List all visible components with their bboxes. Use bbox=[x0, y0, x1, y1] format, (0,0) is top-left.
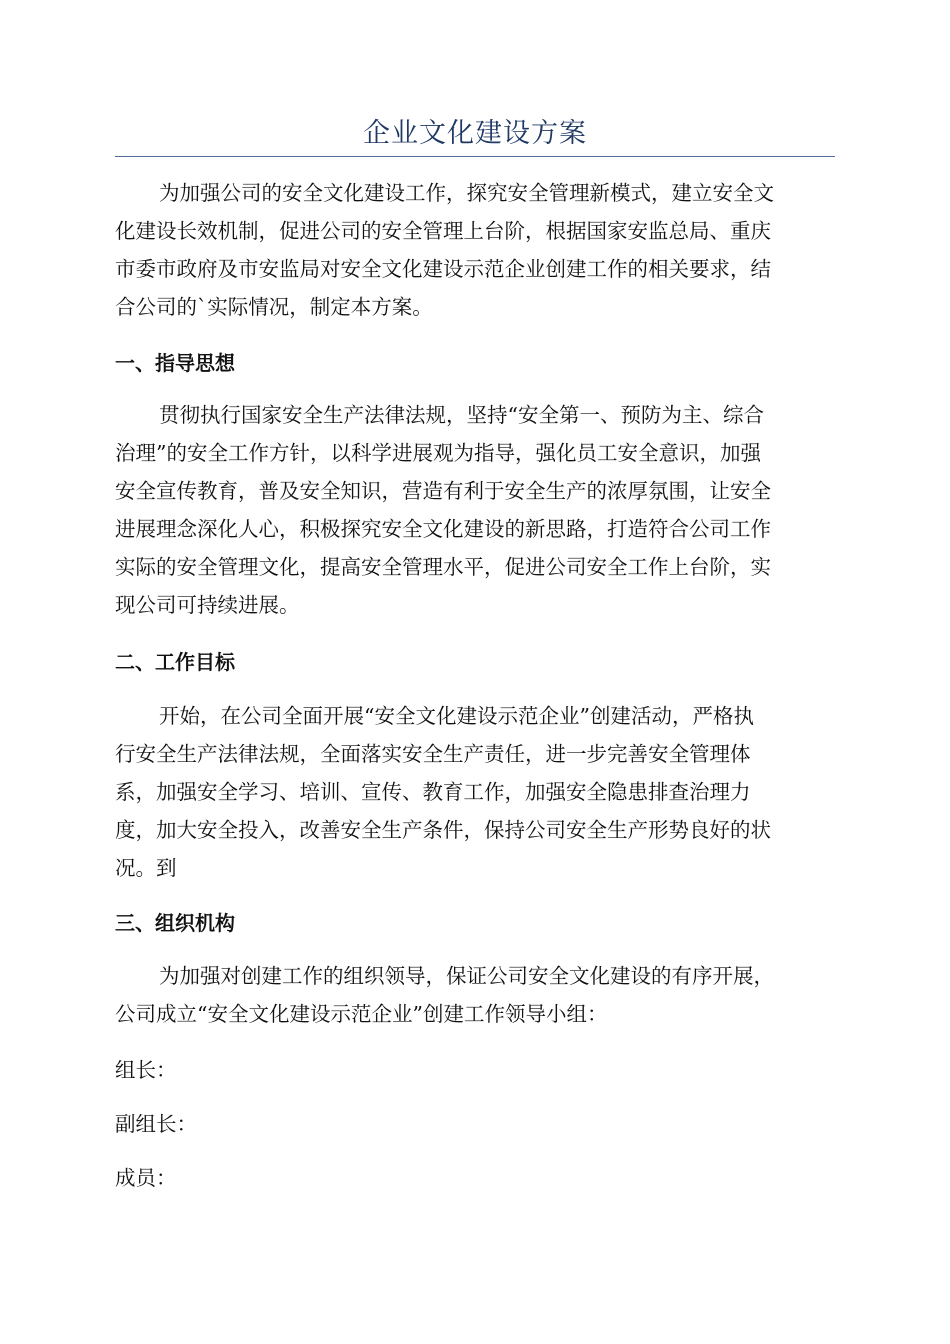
paragraph-line: 为加强对创建工作的组织领导，保证公司安全文化建设的有序开展， bbox=[159, 964, 774, 988]
paragraph-line: 进展理念深化人心，积极探究安全文化建设的新思路，打造符合公司工作 bbox=[115, 517, 771, 541]
paragraph-line: 为加强公司的安全文化建设工作，探究安全管理新模式，建立安全文 bbox=[159, 181, 774, 205]
guiding-ideology-paragraph bbox=[115, 396, 835, 624]
paragraph-line: 安全宣传教育，普及安全知识，营造有利于安全生产的浓厚氛围，让安全 bbox=[115, 479, 771, 503]
section-heading-guiding-ideology: 一、指导思想 bbox=[115, 351, 235, 375]
section-heading-organization: 三、组织机构 bbox=[115, 911, 235, 935]
paragraph-line: 况。到 bbox=[115, 856, 177, 880]
paragraph-line: 开始，在公司全面开展“安全文化建设示范企业”创建活动，严格执 bbox=[159, 704, 754, 728]
organization-paragraph bbox=[115, 957, 835, 1033]
document-title: 企业文化建设方案 bbox=[363, 118, 587, 149]
deputy-leader-label: 副组长： bbox=[115, 1112, 197, 1136]
paragraph-line: 贯彻执行国家安全生产法律法规，坚持“安全第一、预防为主、综合 bbox=[159, 403, 764, 427]
paragraph-line: 化建设长效机制，促进公司的安全管理上台阶，根据国家安监总局、重庆 bbox=[115, 219, 771, 243]
paragraph-line: 合公司的`实际情况，制定本方案。 bbox=[115, 295, 433, 319]
paragraph-line: 实际的安全管理文化，提高安全管理水平，促进公司安全工作上台阶，实 bbox=[115, 555, 771, 579]
paragraph-line: 现公司可持续进展。 bbox=[115, 593, 300, 617]
work-goals-paragraph bbox=[115, 697, 835, 887]
intro-paragraph bbox=[115, 174, 835, 326]
title-block bbox=[115, 112, 835, 157]
paragraph-line: 行安全生产法律法规，全面落实安全生产责任，进一步完善安全管理体 bbox=[115, 742, 751, 766]
members-label: 成员： bbox=[115, 1166, 177, 1190]
paragraph-line: 系，加强安全学习、培训、宣传、教育工作，加强安全隐患排查治理力 bbox=[115, 780, 751, 804]
leader-label: 组长： bbox=[115, 1058, 177, 1082]
section-heading-work-goals: 二、工作目标 bbox=[115, 650, 235, 674]
paragraph-line: 治理”的安全工作方针，以科学进展观为指导，强化员工安全意识，加强 bbox=[115, 441, 761, 465]
paragraph-line: 度，加大安全投入，改善安全生产条件，保持公司安全生产形势良好的状 bbox=[115, 818, 771, 842]
paragraph-line: 公司成立“安全文化建设示范企业”创建工作领导小组： bbox=[115, 1002, 608, 1026]
paragraph-line: 市委市政府及市安监局对安全文化建设示范企业创建工作的相关要求，结 bbox=[115, 257, 771, 281]
